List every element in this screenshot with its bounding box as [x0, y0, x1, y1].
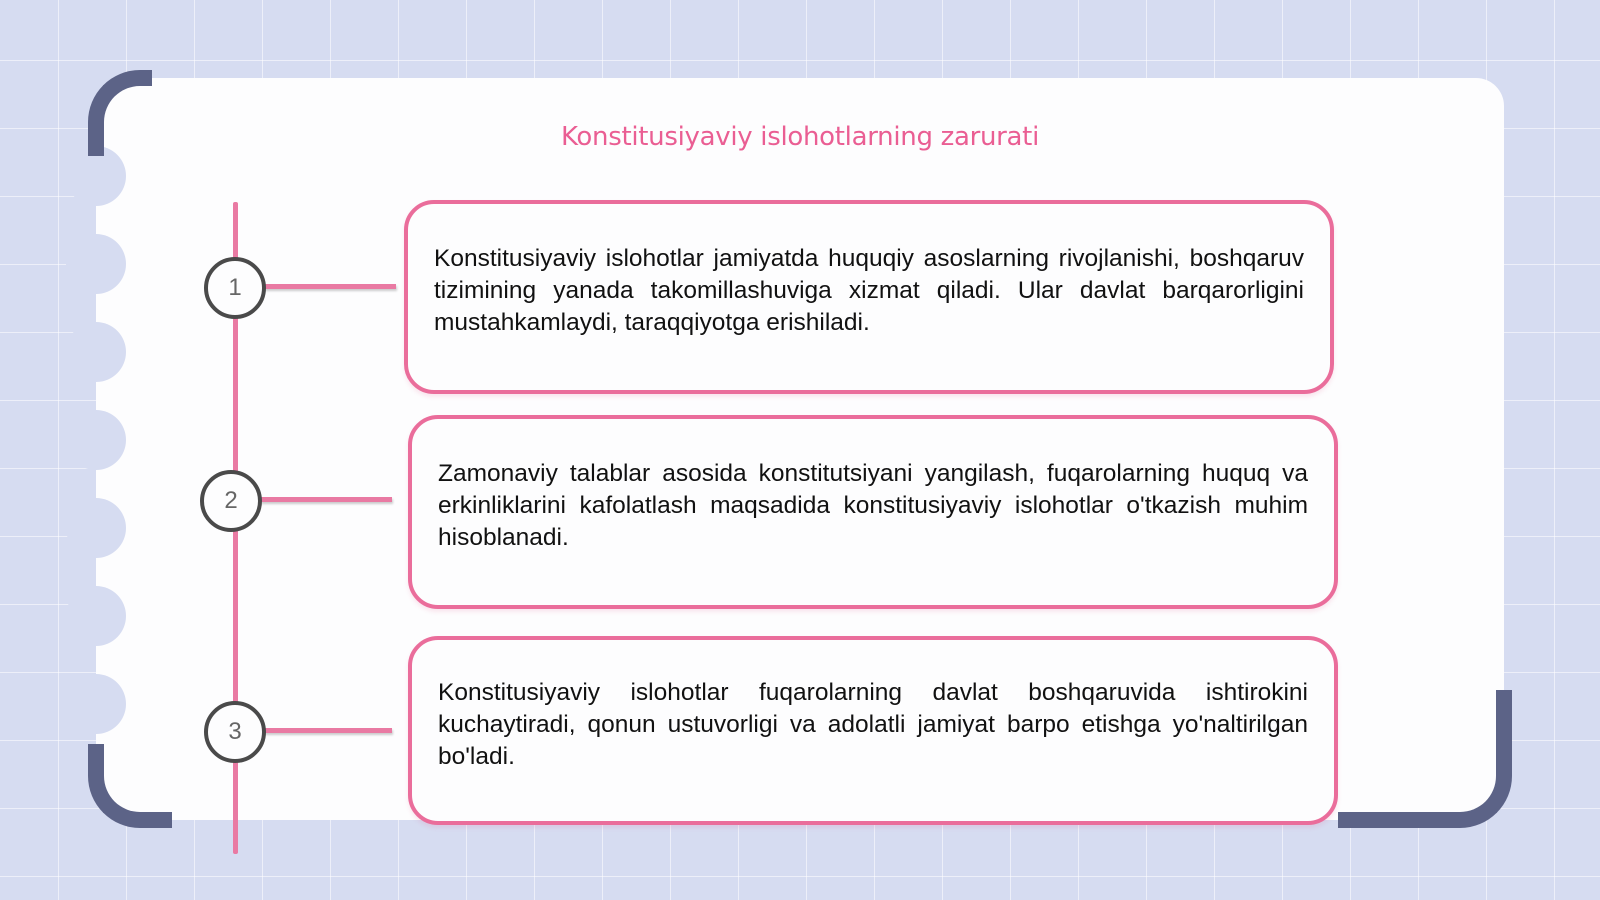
step-number-1: 1	[204, 257, 266, 319]
step-text-2: Zamonaviy talablar asosida konstitutsiyani yangilash, fuqarolarning huquq va erkinliklarini kafolatlash maqsadida konstitusiyaviy islohotlar o'tkazish muhim hisoblanadi.	[438, 460, 1308, 551]
step-card-1	[404, 200, 1334, 394]
corner-bracket-bottom-left	[88, 744, 172, 828]
timeline-connector	[260, 497, 392, 502]
step-card-3	[408, 636, 1338, 825]
binding-notch	[66, 586, 126, 646]
step-number-3: 3	[204, 701, 266, 763]
step-number-2: 2	[200, 470, 262, 532]
corner-bracket-top-left	[88, 70, 152, 156]
corner-bracket-bottom-right	[1338, 690, 1512, 828]
binding-notch	[66, 498, 126, 558]
slide-title: Konstitusiyaviy islohotlarning zarurati	[560, 122, 1040, 152]
binding-notch	[66, 234, 126, 294]
binding-notch	[66, 410, 126, 470]
timeline-connector	[264, 284, 396, 289]
step-text-1: Konstitusiyaviy islohotlar jamiyatda huquqiy asoslarning rivojlanishi, boshqaruv tizimining yanada takomillashuviga xizmat qiladi. Ular davlat barqarorligini mustahkamlaydi, taraqqiyotga erishiladi.	[434, 245, 1304, 336]
timeline-connector	[264, 728, 392, 733]
binding-notch	[66, 322, 126, 382]
step-card-2	[408, 415, 1338, 609]
binding-notch	[66, 674, 126, 734]
step-text-3: Konstitusiyaviy islohotlar fuqarolarning davlat boshqaruvida ishtirokini kuchaytiradi, qonun ustuvorligi va adolatli jamiyat barpo etishga yo'naltirilgan bo'ladi.	[438, 678, 1308, 770]
